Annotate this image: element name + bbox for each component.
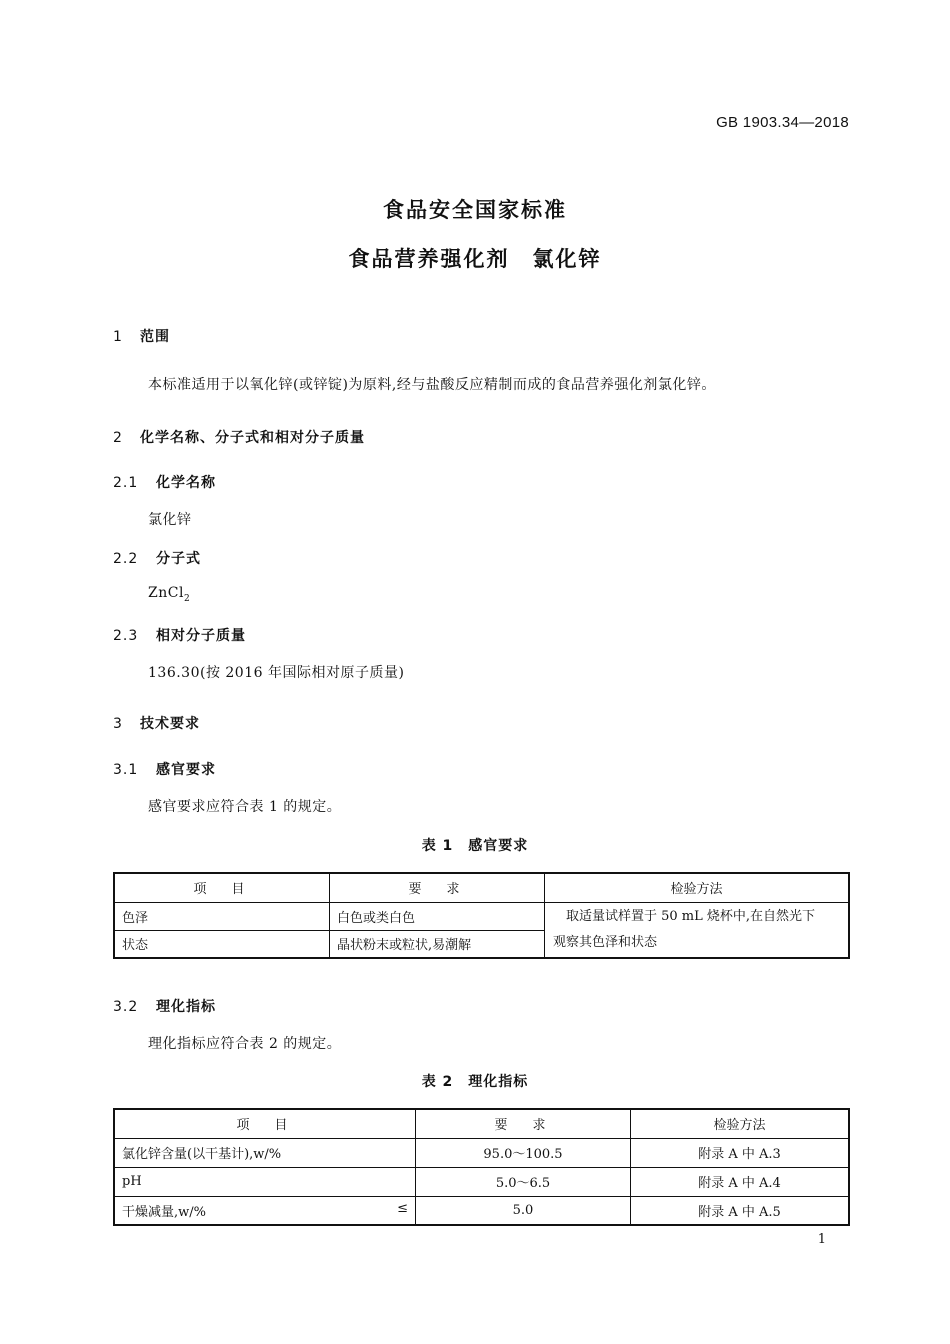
molecular-formula: ZnCl$_2$ (148, 585, 191, 604)
table-cell: 附录 A 中 A.3 (631, 1138, 850, 1167)
table-cell: 附录 A 中 A.5 (631, 1196, 850, 1225)
table-cell: 状态 (114, 930, 330, 958)
table-1-method-cell: 取适量试样置于 50 mL 烧杯中,在自然光下 观察其色泽和状态 (545, 902, 850, 958)
table-1-header-method: 检验方法 (545, 873, 850, 902)
table-1-header-requirement: 要 求 (330, 873, 545, 902)
section-3-1-body: 感官要求应符合表 1 的规定。 (148, 799, 342, 815)
table-2 (113, 1108, 850, 1226)
table-row (114, 902, 849, 930)
table-cell: 5.0～6.5 (416, 1167, 631, 1196)
table-cell: 附录 A 中 A.4 (631, 1167, 850, 1196)
section-3-2-heading: 3.2 理化指标 (113, 999, 216, 1015)
section-2-1-body: 氯化锌 (148, 512, 192, 528)
section-2-2-heading: 2.2 分子式 (113, 551, 201, 567)
table-cell: 色泽 (114, 902, 330, 930)
table-2-caption: 表 2 理化指标 (421, 1074, 529, 1090)
table-cell: 氯化锌含量(以干基计),w/% (114, 1138, 416, 1167)
table-2-header-method: 检验方法 (631, 1109, 850, 1138)
section-1-heading: 1 范围 (113, 329, 170, 345)
section-2-heading: 2 化学名称、分子式和相对分子质量 (113, 430, 365, 446)
table-cell: 白色或类白色 (330, 902, 545, 930)
table-1 (113, 872, 850, 959)
table-2-header-item: 项 目 (114, 1109, 416, 1138)
section-3-2-body: 理化指标应符合表 2 的规定。 (148, 1036, 342, 1052)
page-number: 1 (817, 1232, 826, 1247)
table-cell: 95.0～100.5 (416, 1138, 631, 1167)
section-3-heading: 3 技术要求 (113, 716, 200, 732)
table-row (114, 1138, 849, 1167)
section-2-1-heading: 2.1 化学名称 (113, 475, 216, 491)
table-row (114, 1167, 849, 1196)
standard-number: GB 1903.34—2018 (716, 114, 849, 131)
table-cell: 干燥减量,w/% ≤ (114, 1196, 416, 1225)
section-1-body: 本标准适用于以氧化锌(或锌锭)为原料,经与盐酸反应精制而成的食品营养强化剂氯化锌。 (148, 377, 716, 393)
document-title: 食品安全国家标准 (383, 198, 567, 222)
section-3-1-heading: 3.1 感官要求 (113, 762, 216, 778)
table-cell: 5.0 (416, 1196, 631, 1225)
table-cell: pH (114, 1167, 416, 1196)
table-row (114, 1196, 849, 1225)
document-subtitle: 食品营养强化剂 氯化锌 (348, 247, 602, 271)
table-1-header-item: 项 目 (114, 873, 330, 902)
section-2-3-body: 136.30(按 2016 年国际相对原子质量) (148, 665, 405, 681)
table-1-caption: 表 1 感官要求 (421, 838, 529, 854)
table-2-header-requirement: 要 求 (416, 1109, 631, 1138)
table-cell: 晶状粉末或粒状,易潮解 (330, 930, 545, 958)
section-2-3-heading: 2.3 相对分子质量 (113, 628, 246, 644)
